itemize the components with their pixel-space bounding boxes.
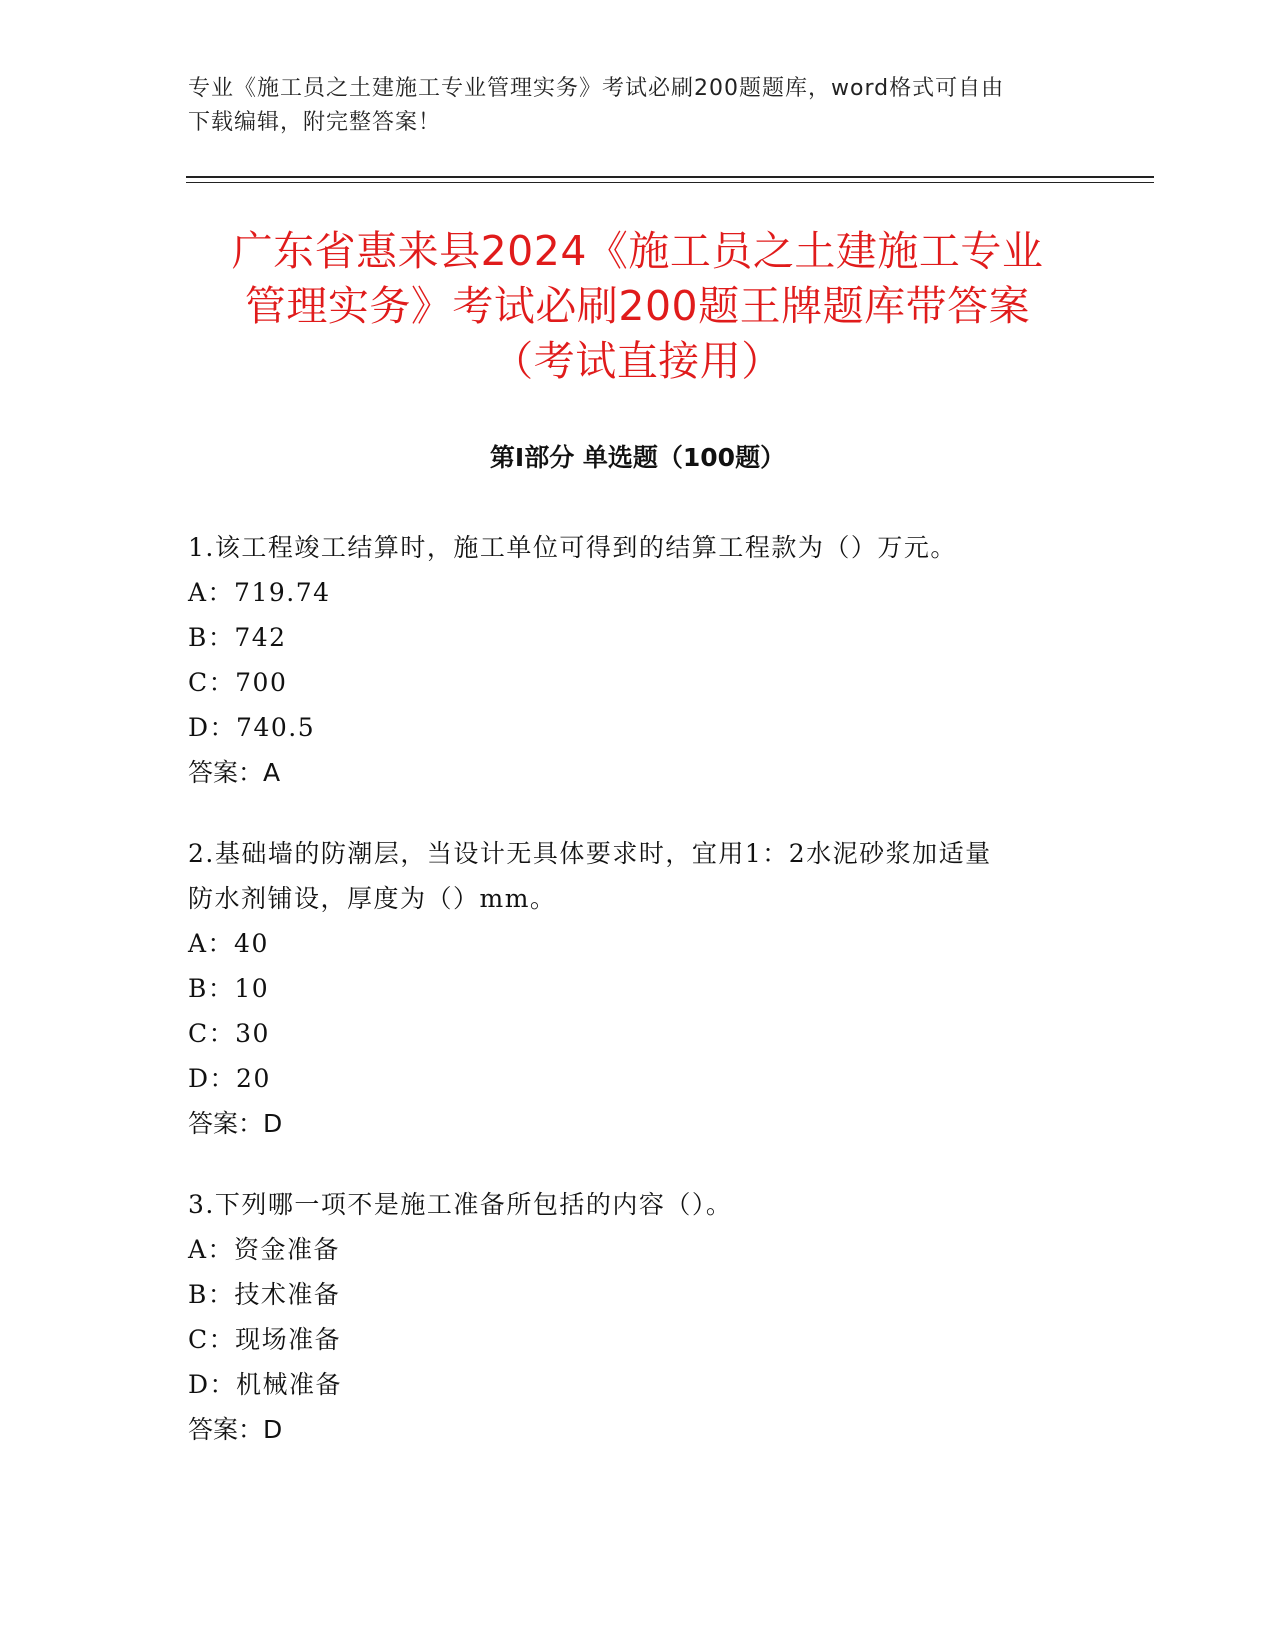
question-stem: 3.下列哪一项不是施工准备所包括的内容（）。 [188,1190,733,1219]
question-item-3 [188,1182,1088,1452]
header-divider-thin [186,182,1154,183]
question-list [188,525,1088,1488]
section-title: 第Ⅰ部分 单选题（100题） [489,443,786,472]
option-c: C：700 [188,668,288,697]
option-a: A：40 [188,929,269,958]
option-b: B：技术准备 [188,1280,341,1309]
header-note-line1: 专业《施工员之土建施工专业管理实务》考试必刷200题题库，word格式可自由 [188,76,1005,101]
question-stem: 1.该工程竣工结算时，施工单位可得到的结算工程款为（）万元。 [188,533,957,562]
option-d: D：740.5 [188,713,316,742]
answer-label: 答案：D [188,1109,283,1138]
option-a: A：719.74 [188,578,331,607]
option-d: D：20 [188,1064,271,1093]
header-divider-thick [186,176,1154,178]
title-line2: 管理实务》考试必刷200题王牌题库带答案 [244,282,1031,330]
header-note-line2: 下载编辑，附完整答案！ [188,110,442,135]
option-a: A：资金准备 [188,1235,341,1264]
question-stem-continued: 防水剂铺设，厚度为（）mm。 [188,884,557,913]
option-b: B：742 [188,623,287,652]
option-b: B：10 [188,974,270,1003]
question-item-1 [188,525,1088,795]
title-line1: 广东省惠来县2024《施工员之土建施工专业 [231,227,1044,275]
header-note [188,72,1068,140]
title-line3: （考试直接用） [492,337,783,385]
option-c: C：现场准备 [188,1325,342,1354]
option-d: D：机械准备 [188,1370,343,1399]
answer-label: 答案：D [188,1415,283,1444]
question-item-2 [188,831,1088,1146]
question-stem: 2.基础墙的防潮层，当设计无具体要求时，宜用1：2水泥砂浆加适量 [188,839,992,868]
option-c: C：30 [188,1019,270,1048]
document-title [160,224,1115,389]
answer-label: 答案：A [188,758,281,787]
